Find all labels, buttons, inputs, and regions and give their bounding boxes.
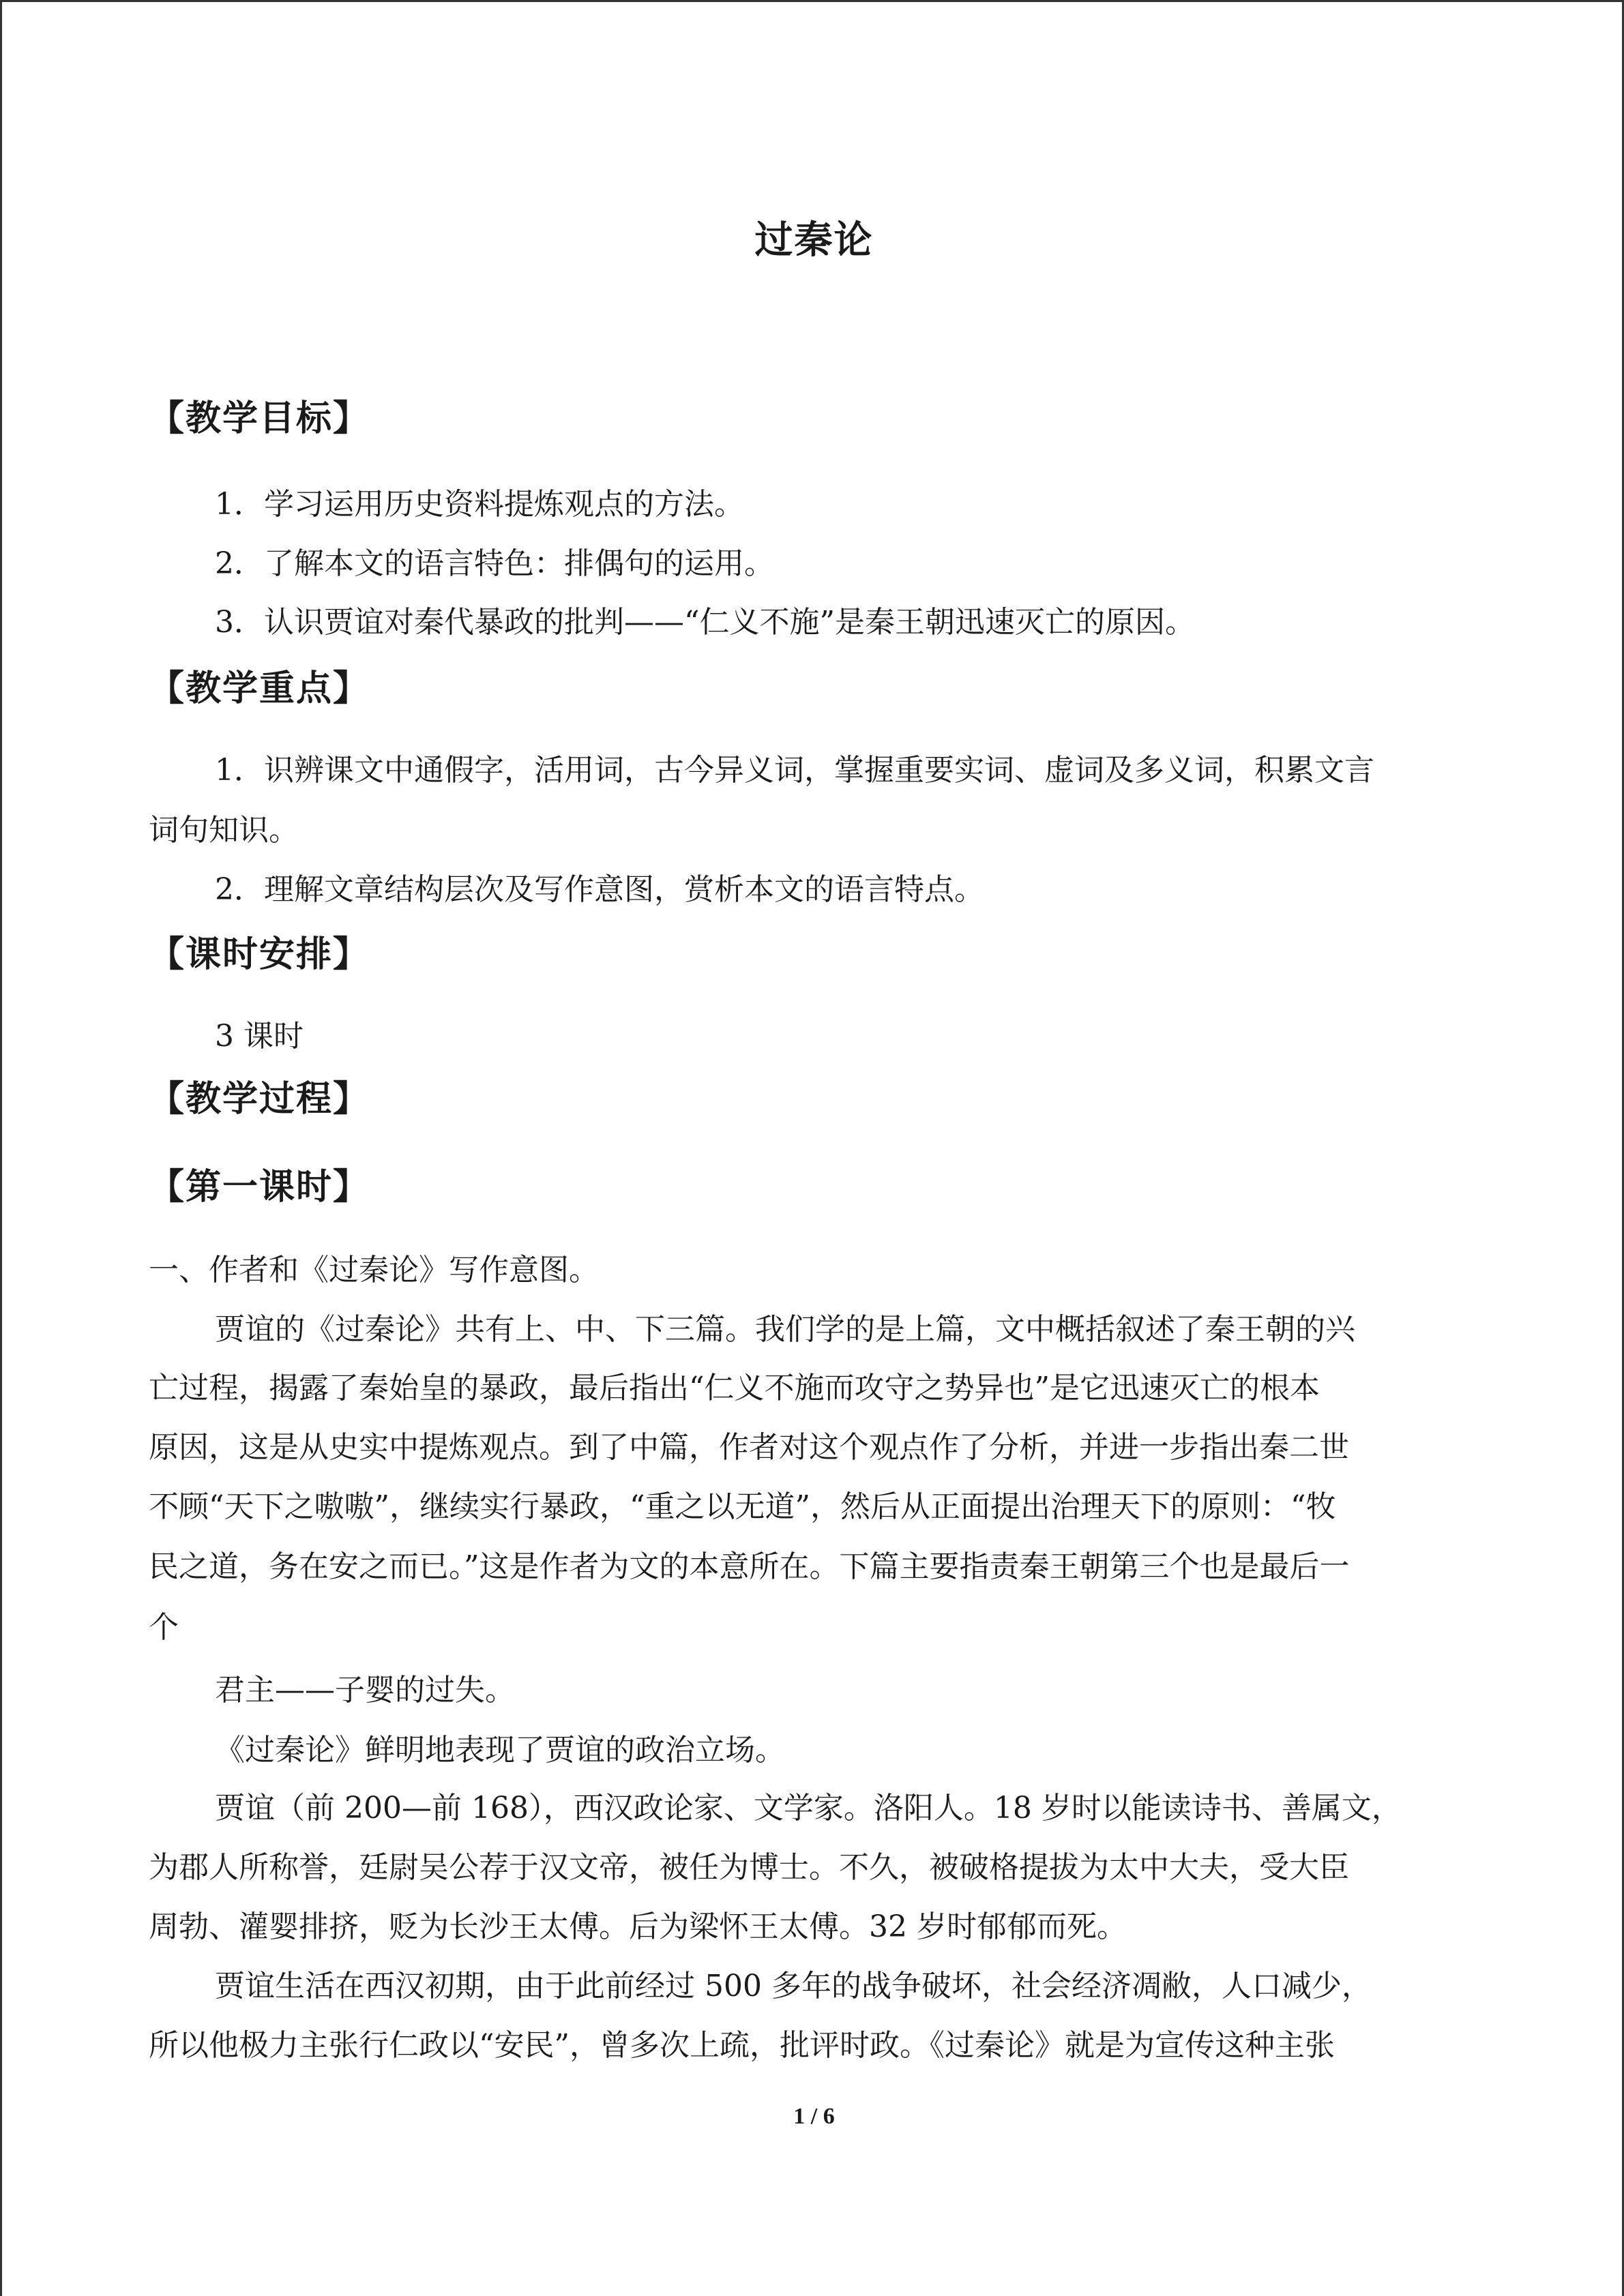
paragraph-line: 《过秦论》鲜明地表现了贾谊的政治立场。: [215, 1733, 785, 1768]
paragraph-line: 不顾“天下之嗷嗷”，继续实行暴政，“重之以无道”，然后从正面提出治理天下的原则：“牧: [149, 1489, 1336, 1524]
document-title: 过秦论: [754, 218, 874, 263]
paragraph-line: 周勃、灌婴排挤，贬为长沙王太傅。后为梁怀王太傅。32 岁时郁郁而死。: [149, 1909, 1127, 1944]
goal-item-1: 1．学习运用历史资料提炼观点的方法。: [215, 487, 744, 522]
page-number: 1 / 6: [793, 2104, 835, 2129]
paragraph-line: 亡过程，揭露了秦始皇的暴政，最后指出“仁义不施而攻守之势异也”是它迅速灭亡的根本: [149, 1371, 1320, 1405]
goal-item-3: 3．认识贾谊对秦代暴政的批判——“仁义不施”是秦王朝迅速灭亡的原因。: [215, 605, 1195, 640]
goal-item-2: 2．了解本文的语言特色：排偶句的运用。: [215, 546, 774, 581]
heading-process: 【教学过程】: [149, 1079, 370, 1120]
paragraph-line: 贾谊生活在西汉初期，由于此前经过 500 多年的战争破坏，社会经济凋敝，人口减少，: [215, 1969, 1372, 2003]
paragraph-line: 个: [149, 1610, 179, 1645]
key-point-1-line-2: 词句知识。: [149, 813, 299, 848]
heading-lesson-1: 【第一课时】: [149, 1167, 370, 1208]
heading-schedule: 【课时安排】: [149, 934, 370, 975]
heading-teaching-goals: 【教学目标】: [149, 398, 370, 439]
schedule-text: 3 课时: [215, 1019, 304, 1054]
key-point-1-line-1: 1．识辨课文中通假字，活用词，古今异义词，掌握重要实词、虚词及多义词，积累文言: [215, 753, 1374, 788]
paragraph-line: 原因，这是从史实中提炼观点。到了中篇，作者对这个观点作了分析，并进一步指出秦二世: [149, 1430, 1349, 1465]
paragraph-line: 所以他极力主张行仁政以“安民”，曾多次上疏，批评时政。《过秦论》就是为宣传这种主张: [149, 2028, 1335, 2063]
paragraph-line: 民之道，务在安之而已。”这是作者为文的本意所在。下篇主要指责秦王朝第三个也是最后一: [149, 1549, 1350, 1584]
paragraph-line: 贾谊（前 200—前 168），西汉政论家、文学家。洛阳人。18 岁时以能读诗书、善属文，: [215, 1791, 1402, 1825]
paragraph-line: 贾谊的《过秦论》共有上、中、下三篇。我们学的是上篇，文中概括叙述了秦王朝的兴: [215, 1312, 1355, 1347]
key-point-2: 2．理解文章结构层次及写作意图，赏析本文的语言特点。: [215, 872, 984, 907]
lesson-1-subheading: 一、作者和《过秦论》写作意图。: [149, 1253, 599, 1287]
heading-key-points: 【教学重点】: [149, 668, 370, 709]
paragraph-line: 为郡人所称誉，廷尉吴公荐于汉文帝，被任为博士。不久，被破格提拔为太中大夫，受大臣: [149, 1850, 1349, 1885]
paragraph-line: 君主——子婴的过失。: [215, 1673, 515, 1708]
